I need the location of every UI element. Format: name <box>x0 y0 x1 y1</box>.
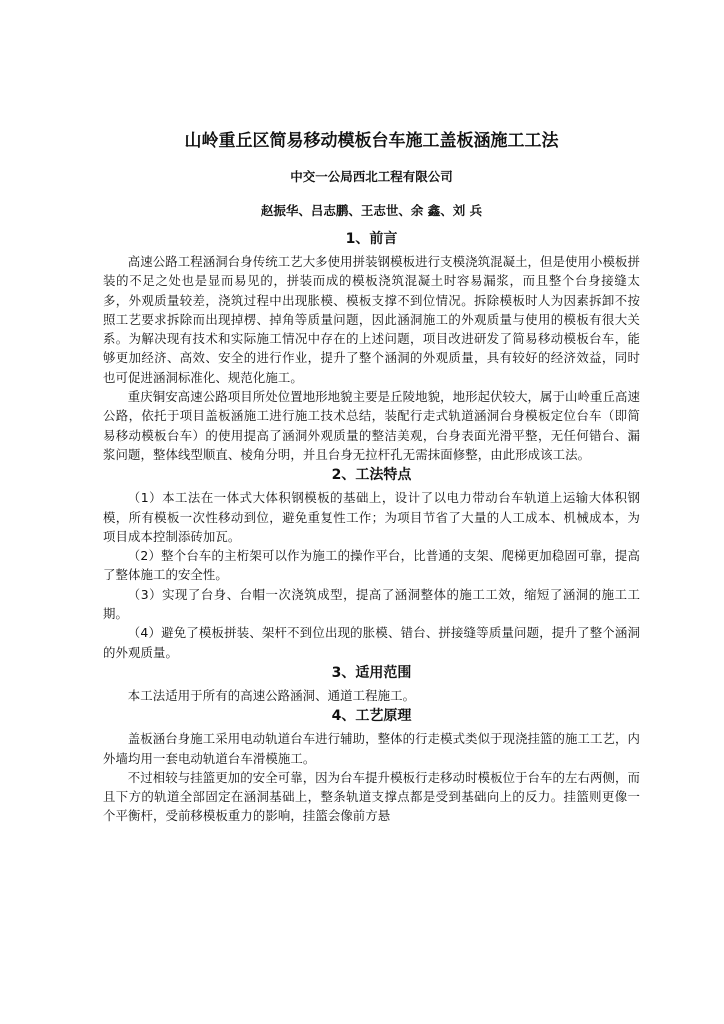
section-heading: 2、工法特点 <box>331 467 412 484</box>
section-heading: 1、前言 <box>345 231 398 247</box>
paragraph: （3）实现了台身、台帽一次浇筑成型，提高了涵洞整体的施工工效，缩短了涵洞的施工工期。 <box>103 586 640 622</box>
paragraph: （2）整个台车的主桁架可以作为施工的操作平台，比普通的支架、爬梯更加稳固可靠，提高了整体施工的安全性。 <box>103 548 640 583</box>
section-scope <box>103 662 640 705</box>
section-features <box>103 464 640 662</box>
section-heading: 4、工艺原理 <box>331 708 412 725</box>
paragraph: 高速公路工程涵洞台身传统工艺大多使用拼装钢模板进行支模浇筑混凝土，但是使用小模板拼装的不足之处也是显而易见的，拼装而成的模板浇筑混凝土时容易漏浆，而且整个台身接缝太多，外观质量较差，浇筑过程中出现胀模、模板支撑不到位情况。拆除模板时人为因素拆卸不按照工艺要求拆除而出现掉楞、掉角等质量问题，因此涵洞施工的外观质量与使用的模板有很大关系。为解决现有技术和实际施工情况中存在的上述问题，项目改进研发了简易移动模板台车，能够更加经济、高效、安全的进行作业，提升了整个涵洞的外观质量，具有较好的经济效益，同时也可促进涵洞标准化、规范化施工。 <box>103 254 640 385</box>
authors: 赵振华、吕志鹏、王志世、余 鑫、刘 兵 <box>260 203 483 218</box>
paragraph: （4）避免了模板拼装、架杆不到位出现的胀模、错台、拼接缝等质量问题，提升了整个涵洞的外观质量。 <box>103 625 640 660</box>
paragraph: 不过相较与挂篮更加的安全可靠，因为台车提升模板行走移动时模板位于台车的左右两侧，而且下方的轨道全部固定在涵洞基础上，整条轨道支撑点都是受到基础向上的反力。挂篮则更像一个平衡杆，受前移模板重力的影响，挂篮会像前方悬 <box>103 769 640 824</box>
section-heading: 3、适用范围 <box>331 664 412 681</box>
paragraph: 盖板涵台身施工采用电动轨道台车进行辅助，整体的行走模式类似于现浇挂篮的施工工艺，内外墙均用一套电动轨道台车滑模施工。 <box>103 731 640 766</box>
section-principle <box>103 705 640 825</box>
paragraph: 本工法适用于所有的高速公路涵洞、通道工程施工。 <box>127 687 416 703</box>
organization: 中交一公局西北工程有限公司 <box>290 169 453 184</box>
document-title: 山岭重丘区简易移动模板台车施工盖板涵施工工法 <box>184 131 559 151</box>
section-preface <box>103 228 640 464</box>
paragraph: 重庆铜安高速公路项目所处位置地形地貌主要是丘陵地貌，地形起伏较大，属于山岭重丘高速公路，依托于项目盖板涵施工进行施工技术总结，装配行走式轨道涵洞台身模板定位台车（即简易移动模板台车）的使用提高了涵洞外观质量的整洁美观，台身表面光滑平整，无任何错台、漏浆问题，整体线型顺直、棱角分明，并且台身无拉杆孔无需抹面修整，由此形成该工法。 <box>103 389 640 462</box>
paragraph: （1）本工法在一体式大体积钢模板的基础上，设计了以电力带动台车轨道上运输大体积钢模，所有模板一次性移动到位，避免重复性工作；为项目节省了大量的人工成本、机械成本，为项目成本控制添砖加瓦。 <box>103 490 640 544</box>
document-page <box>103 128 640 826</box>
